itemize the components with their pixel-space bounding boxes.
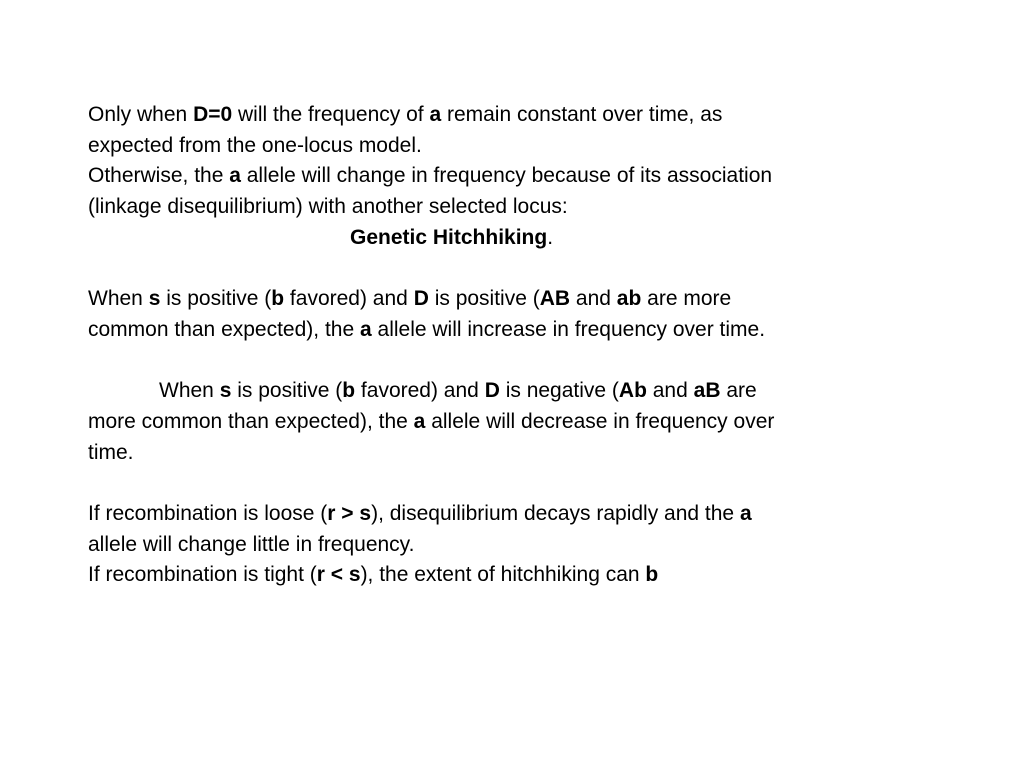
blank-line [88, 346, 948, 377]
text-line: time. [88, 440, 134, 464]
blank-line [88, 468, 948, 499]
text-line: more common than expected), the a allele will decrease in frequency over [88, 409, 775, 433]
slide-text-body [88, 100, 948, 591]
text-line: Only when D=0 will the frequency of a remain constant over time, as [88, 103, 723, 126]
text-line: expected from the one-locus model. [88, 133, 422, 157]
blank-line [88, 253, 948, 284]
genetic-hitchhiking-heading: Genetic Hitchhiking. [350, 225, 554, 249]
text-line: If recombination is tight (r < s), the extent of hitchhiking can b [88, 563, 659, 587]
text-line: (linkage disequilibrium) with another selected locus: [88, 195, 568, 219]
text-line: If recombination is loose (r > s), disequilibrium decays rapidly and the a [88, 501, 752, 525]
text-line: When s is positive (b favored) and D is positive (AB and ab are more [88, 287, 732, 311]
text-line: allele will change little in frequency. [88, 532, 415, 556]
text-line: common than expected), the a allele will increase in frequency over time. [88, 317, 766, 341]
text-line: Otherwise, the a allele will change in frequency because of its association [88, 164, 773, 188]
text-line: When s is positive (b favored) and D is negative (Ab and aB are [159, 379, 757, 403]
